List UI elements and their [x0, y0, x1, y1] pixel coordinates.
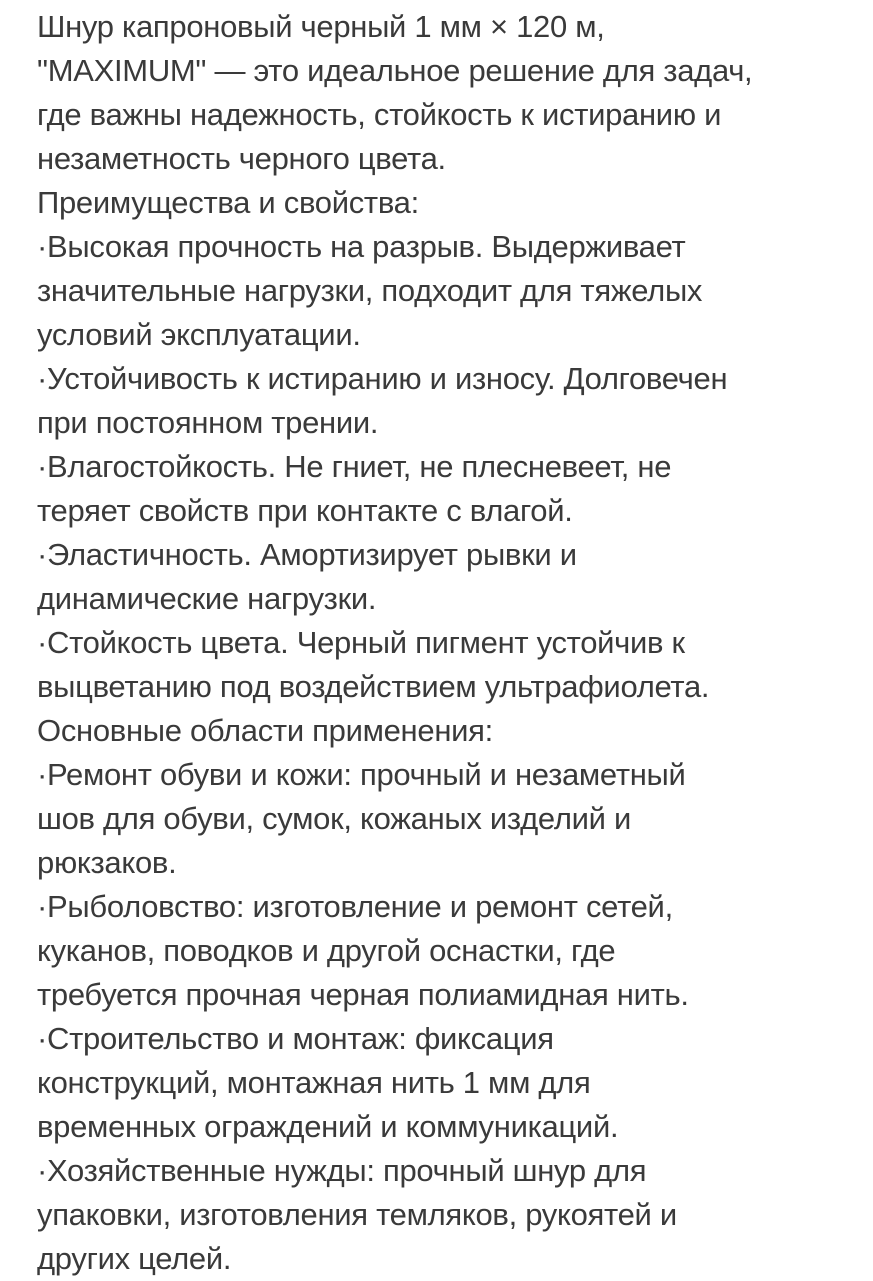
description-line: условий эксплуатации.	[37, 317, 361, 352]
description-bullet-line: ·Высокая прочность на разрыв. Выдерживает	[37, 229, 686, 264]
description-line: где важны надежность, стойкость к истиранию и	[37, 97, 722, 132]
description-line: незаметность черного цвета.	[37, 141, 446, 176]
description-bullet-line: ·Эластичность. Амортизирует рывки и	[37, 537, 577, 572]
description-line: шов для обуви, сумок, кожаных изделий и	[37, 801, 631, 836]
description-line: других целей.	[37, 1241, 232, 1276]
description-bullet-line: ·Рыболовство: изготовление и ремонт сетей,	[37, 889, 673, 924]
description-line: упаковки, изготовления темляков, рукоятей и	[37, 1197, 677, 1232]
description-line: теряет свойств при контакте с влагой.	[37, 493, 573, 528]
description-section-heading: Основные области применения:	[37, 713, 493, 748]
description-bullet-line: ·Влагостойкость. Не гниет, не плесневеет, не	[37, 449, 672, 484]
description-bullet-line: ·Устойчивость к истиранию и износу. Долговечен	[37, 361, 728, 396]
description-line: временных ограждений и коммуникаций.	[37, 1109, 619, 1144]
description-bullet-line: ·Стойкость цвета. Черный пигмент устойчив к	[37, 625, 685, 660]
description-line: выцветанию под воздействием ультрафиолета.	[37, 669, 710, 704]
description-bullet-line: ·Строительство и монтаж: фиксация	[37, 1021, 554, 1056]
description-line: требуется прочная черная полиамидная нить.	[37, 977, 689, 1012]
description-line: рюкзаков.	[37, 845, 177, 880]
description-line: значительные нагрузки, подходит для тяжелых	[37, 273, 703, 308]
description-bullet-line: ·Хозяйственные нужды: прочный шнур для	[37, 1153, 647, 1188]
description-line: динамические нагрузки.	[37, 581, 377, 616]
description-line: конструкций, монтажная нить 1 мм для	[37, 1065, 591, 1100]
description-line: при постоянном трении.	[37, 405, 379, 440]
description-line: "MAXIMUM" — это идеальное решение для задач,	[37, 53, 753, 88]
description-line: куканов, поводков и другой оснастки, где	[37, 933, 616, 968]
description-bullet-line: ·Ремонт обуви и кожи: прочный и незаметный	[37, 757, 686, 792]
description-section-heading: Преимущества и свойства:	[37, 185, 419, 220]
description-line: Шнур капроновый черный 1 мм × 120 м,	[37, 9, 605, 44]
